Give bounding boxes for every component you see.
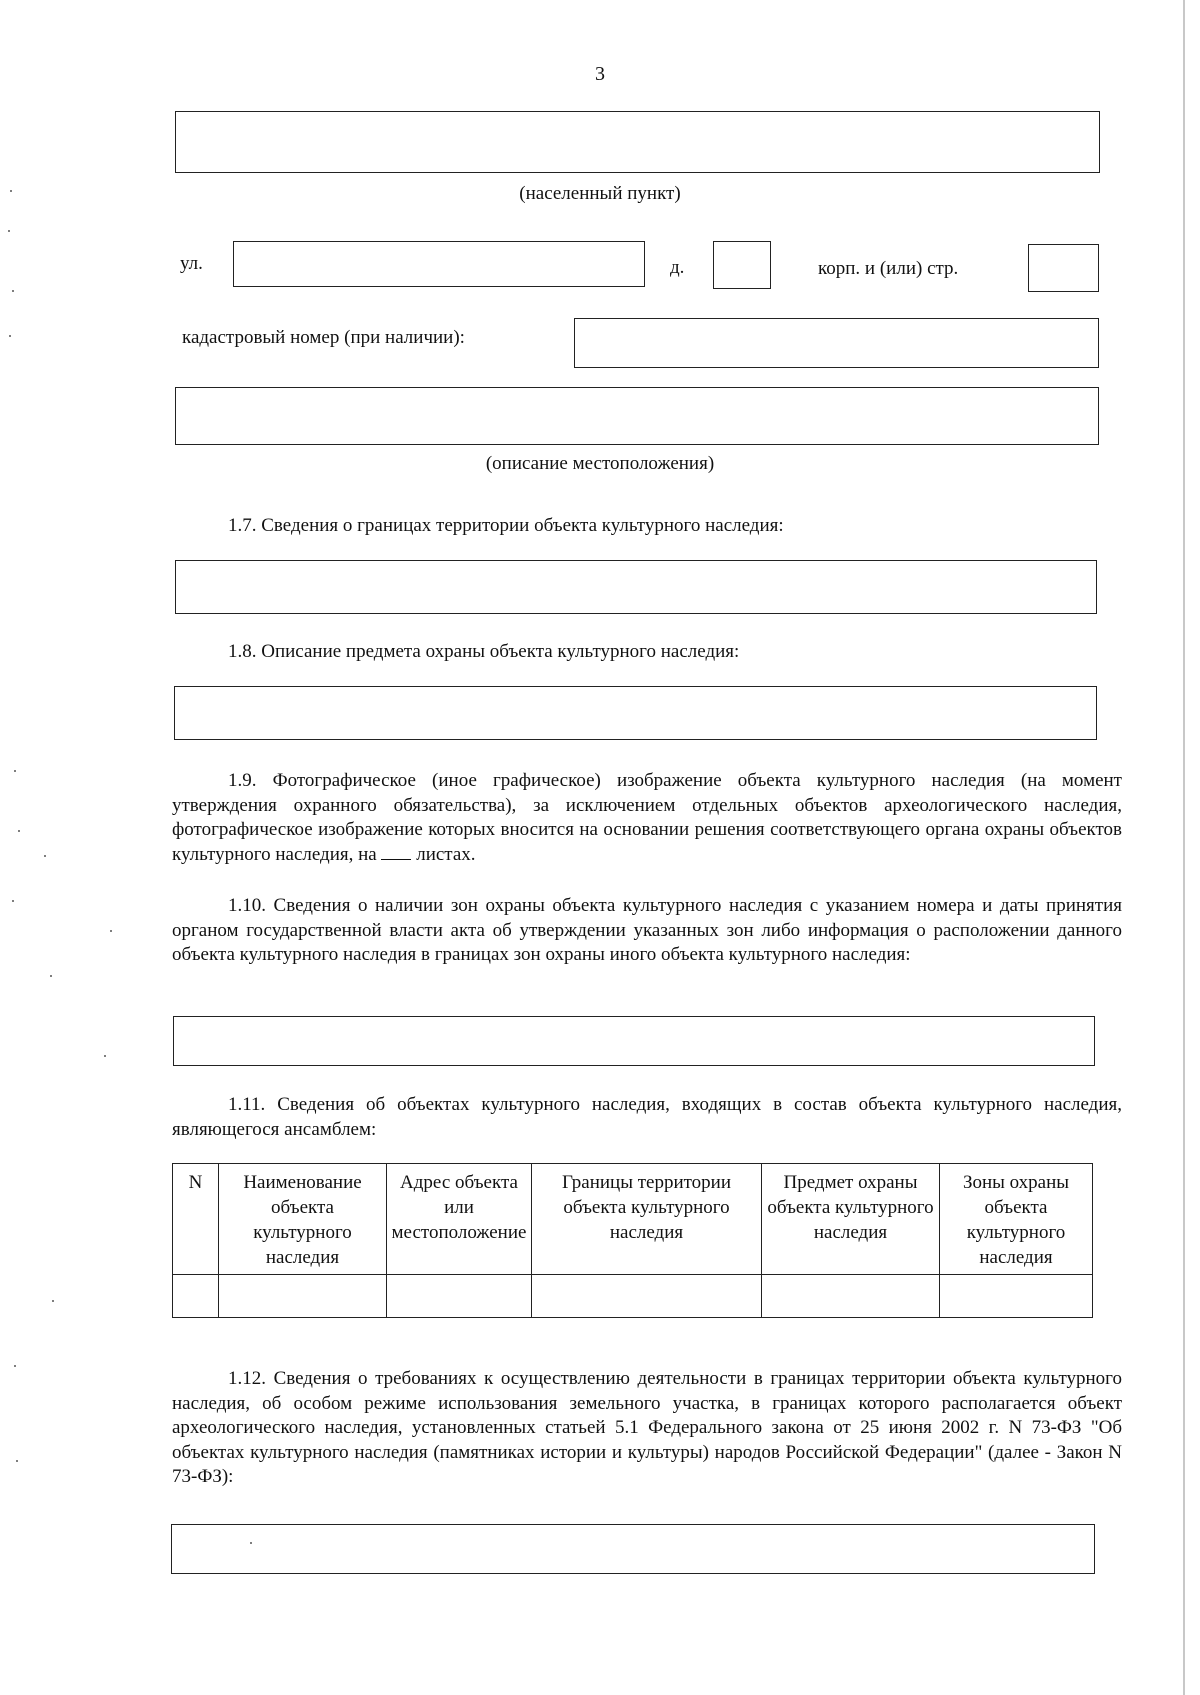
table-header-cell: Границы территории объекта культурного наследия [532,1164,762,1275]
page-number: 3 [595,63,605,85]
activity-requirements-field[interactable] [171,1524,1095,1574]
sheet-count-blank[interactable] [381,845,411,860]
building-label: корп. и (или) стр. [818,258,959,279]
cadastral-field[interactable] [574,318,1099,368]
scan-speck [10,190,12,192]
location-caption: (описание местоположения) [485,453,715,474]
protection-zones-field[interactable] [173,1016,1095,1066]
table-cell[interactable] [532,1275,762,1318]
scan-speck [14,770,16,772]
scan-speck [110,930,112,932]
table-cell[interactable] [173,1275,219,1318]
table-header-cell: N [173,1164,219,1275]
table-header-cell: Адрес объекта или местоположение [387,1164,532,1275]
scan-speck [18,830,20,832]
section-1-10-paragraph: 1.10. Сведения о наличии зон охраны объекта культурного наследия с указанием номера и даты принятия органом государственной власти акта об утверждении указанных зон либо информация о расположении данного объекта культурного наследия в границах зон охраны иного объекта культурного наследия: [172,895,1122,965]
section-1-7-title: 1.7. Сведения о границах территории объекта культурного наследия: [228,515,784,536]
cadastral-label: кадастровый номер (при наличии): [182,327,465,348]
section-1-9-text: 1.9. Фотографическое (иное графическое) изображение объекта культурного наследия (на момент утверждения охранного обязательства), за исключением отдельных объектов археологического наследия, фотографическое изображение которых вносится на основании решения соответствующего органа охраны объектов культурного наследия, на [172,770,1122,865]
table-cell[interactable] [219,1275,387,1318]
table-cell[interactable] [940,1275,1093,1318]
table-header-row [173,1164,1093,1275]
house-field[interactable] [713,241,771,289]
settlement-field[interactable] [175,111,1100,173]
scan-speck [8,230,10,232]
location-field[interactable] [175,387,1099,445]
section-1-9-paragraph [172,769,1122,867]
ensemble-objects-table [172,1163,1093,1318]
scan-speck [16,1460,18,1462]
table-header-cell: Наименование объекта культурного наследия [219,1164,387,1275]
section-1-8-title: 1.8. Описание предмета охраны объекта культурного наследия: [228,641,740,662]
scan-speck [14,1365,16,1367]
house-label: д. [670,257,685,278]
scan-speck [250,1542,252,1544]
scan-speck [104,1055,106,1057]
page-edge [1183,0,1185,1695]
scan-speck [50,975,52,977]
scan-speck [12,900,14,902]
protection-subject-field[interactable] [174,686,1097,740]
street-label: ул. [180,253,203,274]
section-1-11-paragraph: 1.11. Сведения об объектах культурного наследия, входящих в состав объекта культурного наследия, являющегося ансамблем: [172,1094,1122,1140]
scan-speck [9,335,11,337]
table-header-cell: Предмет охраны объекта культурного наследия [762,1164,940,1275]
section-1-9-tail: листах. [416,843,476,865]
scan-speck [52,1300,54,1302]
territory-boundaries-field[interactable] [175,560,1097,614]
scan-speck [44,855,46,857]
table-cell[interactable] [762,1275,940,1318]
table-header-cell: Зоны охраны объекта культурного наследия [940,1164,1093,1275]
table-cell[interactable] [387,1275,532,1318]
building-field[interactable] [1028,244,1099,292]
scan-speck [12,290,14,292]
table-row [173,1275,1093,1318]
street-field[interactable] [233,241,645,287]
settlement-caption: (населенный пункт) [519,183,681,204]
section-1-12-paragraph: 1.12. Сведения о требованиях к осуществлению деятельности в границах территории объекта культурного наследия, об особом режиме использования земельного участка, в границах которого располагается объект археологического наследия, установленных статьей 5.1 Федерального закона от 25 июня 2002 г. N 73-ФЗ "Об объектах культурного наследия (памятниках истории и культуры) народов Российской Федерации" (далее - Закон N 73-ФЗ): [172,1368,1122,1487]
